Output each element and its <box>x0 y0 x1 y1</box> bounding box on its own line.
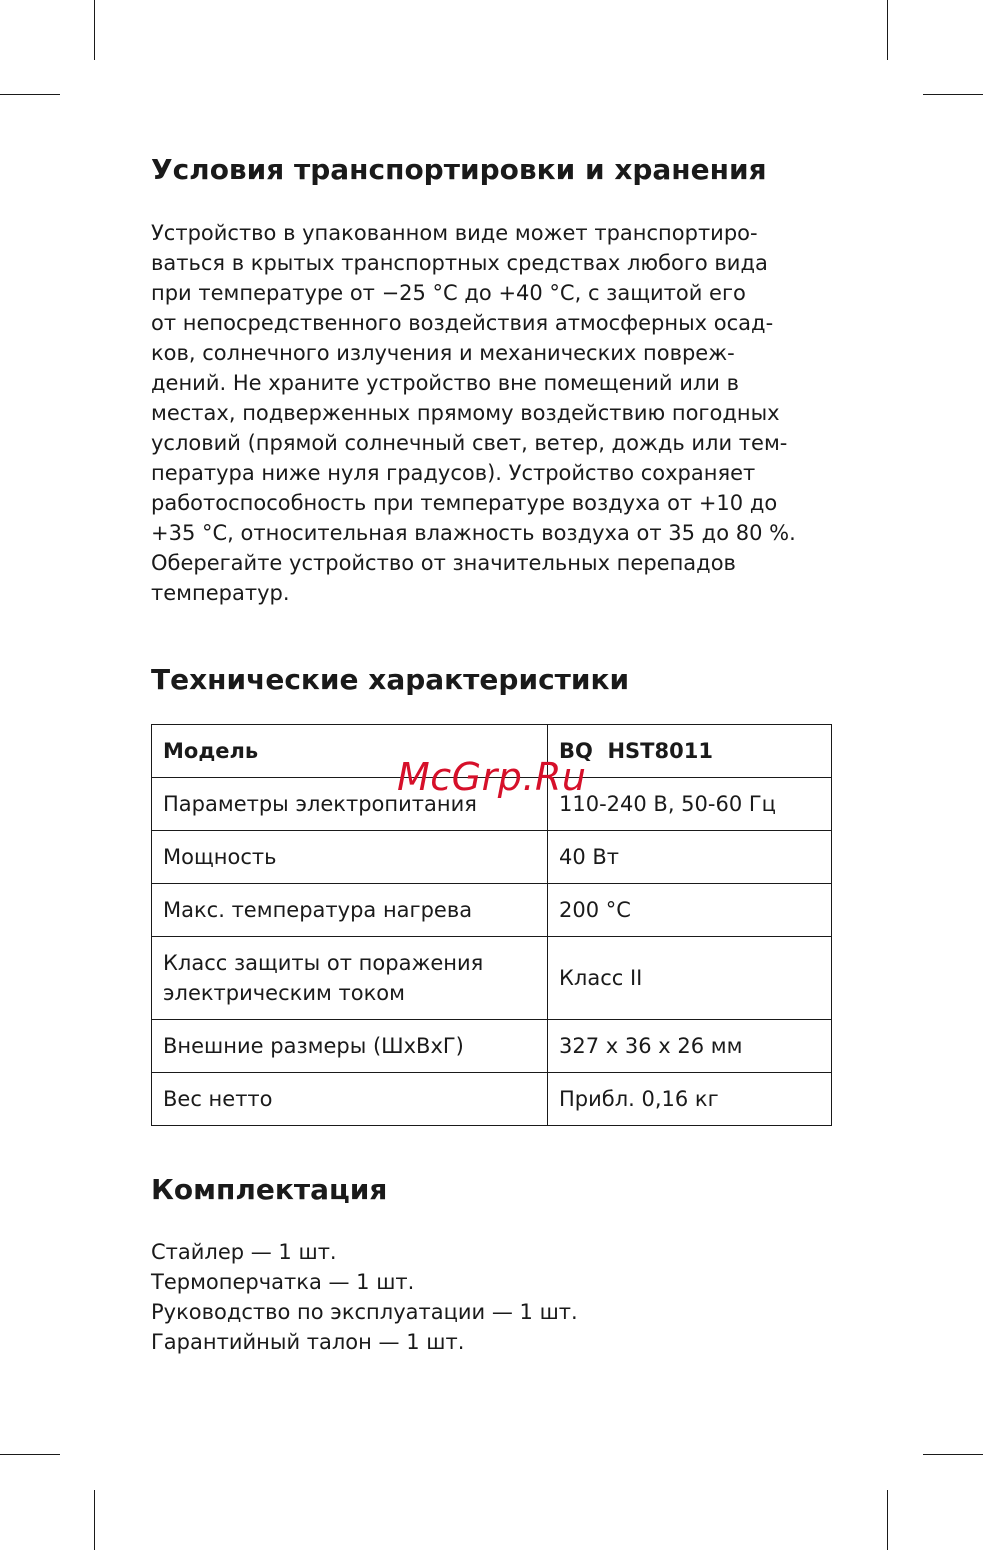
table-row <box>152 831 832 884</box>
table-row <box>152 1073 832 1126</box>
paragraph-line: работоспособность при температуре воздуха от +10 до <box>151 491 778 515</box>
kit-list <box>151 1237 578 1357</box>
watermark: McGrp.Ru <box>397 755 587 799</box>
table-row <box>152 1020 832 1073</box>
paragraph-line: при температуре от −25 °С до +40 °С, с защитой его <box>151 281 746 305</box>
paragraph-line: дений. Не храните устройство вне помещений или в <box>151 371 739 395</box>
specs-heading: Технические характеристики <box>151 663 630 696</box>
crop-mark-top-left <box>94 0 95 60</box>
spec-label: Параметры электропитания <box>152 778 548 831</box>
transport-heading: Условия транспортировки и хранения <box>151 153 767 186</box>
spec-value: BQ HST8011 <box>548 725 832 778</box>
paragraph-line: ков, солнечного излучения и механических повреж- <box>151 341 735 365</box>
spec-value: 110-240 В, 50-60 Гц <box>548 778 832 831</box>
kit-heading: Комплектация <box>151 1173 388 1206</box>
spec-label: Мощность <box>152 831 548 884</box>
spec-value: Класс II <box>548 937 832 1020</box>
crop-mark-top-right <box>887 0 888 60</box>
transport-paragraph <box>151 218 851 608</box>
list-item: Гарантийный талон — 1 шт. <box>151 1330 465 1354</box>
spec-value: Прибл. 0,16 кг <box>548 1073 832 1126</box>
paragraph-line: ваться в крытых транспортных средствах любого вида <box>151 251 768 275</box>
paragraph-line: Оберегайте устройство от значительных перепадов <box>151 551 736 575</box>
table-row <box>152 937 832 1020</box>
spec-label <box>152 937 548 1020</box>
crop-mark-top-right-h <box>923 94 983 95</box>
crop-mark-bottom-right-h <box>923 1454 983 1455</box>
paragraph-line: пература ниже нуля градусов). Устройство сохраняет <box>151 461 756 485</box>
paragraph-line: от непосредственного воздействия атмосферных осад- <box>151 311 774 335</box>
table-row <box>152 884 832 937</box>
spec-label: Вес нетто <box>152 1073 548 1126</box>
spec-label-line: электрическим током <box>163 981 405 1005</box>
crop-mark-top-left-h <box>0 94 60 95</box>
list-item: Стайлер — 1 шт. <box>151 1240 337 1264</box>
crop-mark-bottom-left <box>94 1490 95 1550</box>
list-item: Термоперчатка — 1 шт. <box>151 1270 415 1294</box>
paragraph-line: Устройство в упакованном виде может транспортиро- <box>151 221 758 245</box>
paragraph-line: местах, подверженных прямому воздействию погодных <box>151 401 780 425</box>
spec-label: Внешние размеры (ШхВхГ) <box>152 1020 548 1073</box>
spec-label-line: Класс защиты от поражения <box>163 951 484 975</box>
list-item: Руководство по эксплуатации — 1 шт. <box>151 1300 578 1324</box>
spec-value: 200 °C <box>548 884 832 937</box>
paragraph-line: условий (прямой солнечный свет, ветер, дождь или тем- <box>151 431 788 455</box>
spec-value: 327 x 36 x 26 мм <box>548 1020 832 1073</box>
spec-label: Макс. температура нагрева <box>152 884 548 937</box>
paragraph-line: температур. <box>151 581 290 605</box>
crop-mark-bottom-left-h <box>0 1454 60 1455</box>
paragraph-line: +35 °С, относительная влажность воздуха от 35 до 80 %. <box>151 521 796 545</box>
spec-label: Модель <box>152 725 548 778</box>
spec-value: 40 Вт <box>548 831 832 884</box>
crop-mark-bottom-right <box>887 1490 888 1550</box>
